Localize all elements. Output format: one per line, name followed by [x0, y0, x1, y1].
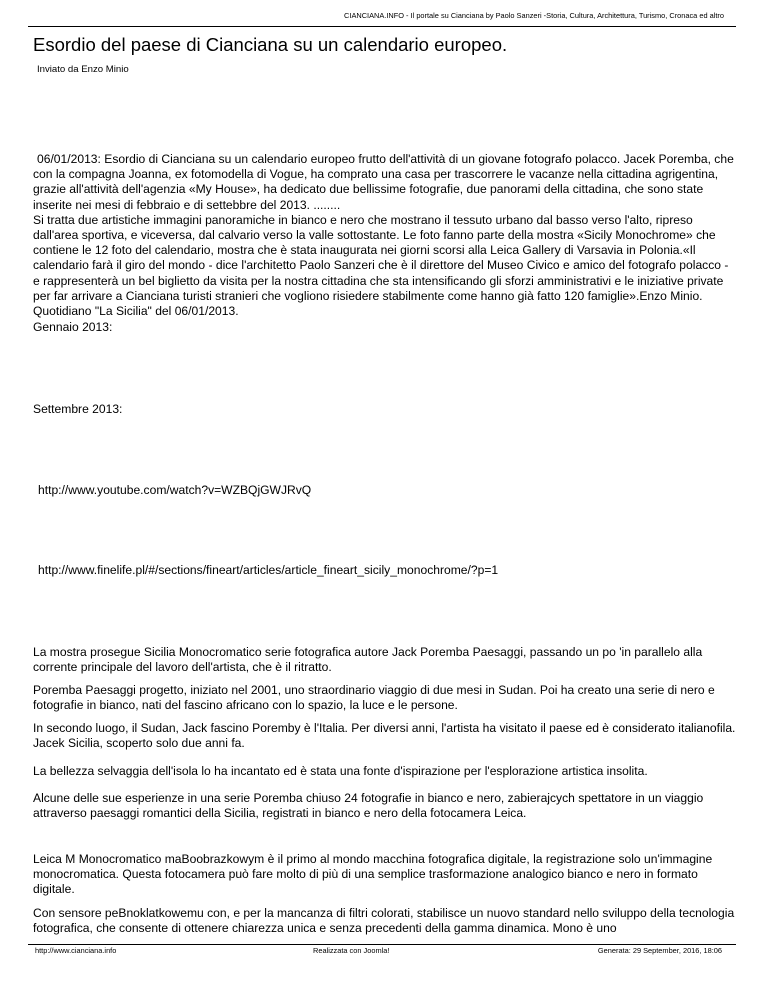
footer-divider: [28, 944, 736, 945]
finelife-link[interactable]: http://www.finelife.pl/#/sections/fineart/articles/article_fineart_sicily_monochrome/?p=1: [38, 563, 499, 577]
label-gennaio: Gennaio 2013:: [33, 320, 113, 334]
label-settembre: Settembre 2013:: [33, 402, 123, 416]
paragraph-3: In secondo luogo, il Sudan, Jack fascino Poremby è l'Italia. Per diversi anni, l'artista ha visitato il paese ed è considerato italianofila. Jacek Sicilia, scoperto solo due anni fa.: [33, 721, 736, 751]
header-divider: [28, 26, 736, 27]
paragraph-5: Alcune delle sue esperienze in una serie Poremba chiuso 24 fotografie in bianco e nero, zabierajcych spettatore in un viaggio attraverso paesaggi romantici della Sicilia, registrati in bianco e nero della fotocamera Leica.: [33, 791, 704, 821]
paragraph-6: Leica M Monocromatico maBoobrazkowym è il primo al mondo macchina fotografica digitale, la registrazione solo un'immagine monocromatica. Questa fotocamera può fare molto di più di una semplice trasformazione analogico bianco e nero in formato digitale.: [33, 852, 713, 897]
footer-generated-date: Generata: 29 September, 2016, 18:06: [597, 946, 722, 955]
footer-made-with: Realizzata con Joomla!: [313, 946, 390, 955]
author-byline: Inviato da Enzo Minio: [37, 64, 129, 75]
intro-text-1: 06/01/2013: Esordio di Cianciana su un calendario europeo frutto dell'attività di un giovane fotografo polacco. Jacek Poremba, che con la compagna Joanna, ex fotomodella di Vogue, ha comprato una casa per trascorrere le vacanze nella cittadina agrigentina, grazie all'attività dell'agenzia «My House», ha dedicato due bellissime fotografie, due panorami della cittadina, che sono state inserite nei mesi di febbraio e di settebbre del 2013. ........: [33, 152, 734, 212]
intro-paragraph: [33, 152, 738, 319]
paragraph-1: La mostra prosegue Sicilia Monocromatico serie fotografica autore Jack Poremba Paesaggi, passando un po 'in parallelo alla corrente principale del lavoro dell'artista, che è il ritratto.: [33, 645, 703, 675]
youtube-link[interactable]: http://www.youtube.com/watch?v=WZBQjGWJRvQ: [38, 483, 312, 497]
intro-text-2: Si tratta due artistiche immagini panoramiche in bianco e nero che mostrano il tessuto urbano dal basso verso l'alto, ripreso dall'area sportiva, e viceversa, dal calvario verso la valle sottostante. Le foto fanno parte della mostra «Sicily Monochrome» che contiene le 12 foto del calendario, mostra che è stata inaugurata nei giorni scorsi alla Leica Gallery di Varsavia in Polonia.«Il calendario farà il giro del mondo - dice l'architetto Paolo Sanzeri che è il direttore del Museo Civico e amico del fotografo polacco - e rappresenterà un bel biglietto da visita per la nostra cittadina che sta intensificando gli sforzi amministrativi e le iniziative private per far arrivare a Cianciana turisti stranieri che vogliono risiedere stabilmente come hanno già fatto 120 famiglie».Enzo Minio. Quotidiano "La Sicilia" del 06/01/2013.: [33, 212, 729, 319]
paragraph-2: Poremba Paesaggi progetto, iniziato nel 2001, uno straordinario viaggio di due mesi in Sudan. Poi ha creato una serie di nero e fotografie in bianco, nati del fascino africano con lo spazio, la luce e le persone.: [33, 683, 715, 713]
footer-site-url[interactable]: http://www.cianciana.info: [35, 946, 117, 955]
paragraph-7: Con sensore peBnoklatkowemu con, e per la mancanza di filtri colorati, stabilisce un nuovo standard nello sviluppo della tecnologia fotografica, che consente di ottenere chiarezza unica e senza precedenti della gamma dinamica. Mono è uno: [33, 906, 735, 936]
article-title: Esordio del paese di Cianciana su un calendario europeo.: [33, 34, 508, 55]
running-header: CIANCIANA.INFO - Il portale su Cianciana by Paolo Sanzeri -Storia, Cultura, Architettura, Turismo, Cronaca ed altro: [344, 11, 724, 20]
paragraph-4: La bellezza selvaggia dell'isola lo ha incantato ed è stata una fonte d'ispirazione per l'esplorazione artistica insolita.: [33, 764, 648, 778]
